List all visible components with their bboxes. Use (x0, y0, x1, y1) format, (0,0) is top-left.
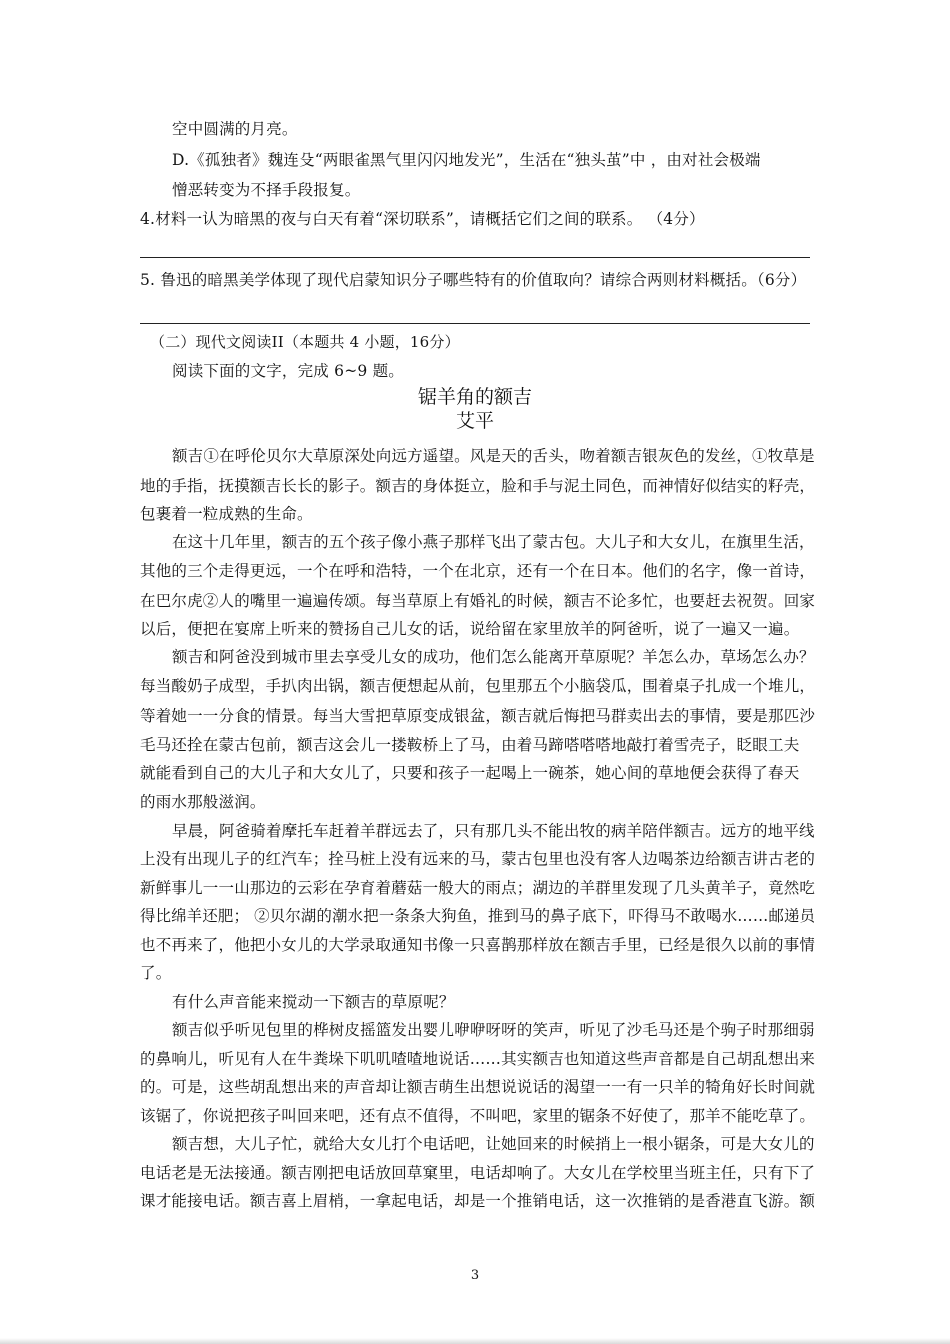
article-line: 就能看到自己的大儿子和大女儿了，只要和孩子一起喝上一碗茶，她心间的草地便会获得了春天 (140, 764, 800, 782)
answer-line-q4 (140, 257, 810, 258)
article-line: 的。可是，这些胡乱想出来的声音却让额吉萌生出想说说话的渴望一一有一只羊的犄角好长时间就 (140, 1078, 816, 1096)
article-line: 有什么声音能来搅动一下额吉的草原呢？ (172, 993, 455, 1011)
article-line: 额吉想，大儿子忙，就给大女儿打个电话吧，让她回来的时候捎上一根小锯条，可是大女儿的 (172, 1135, 815, 1153)
page-number: 3 (470, 1268, 480, 1283)
answer-line-q5 (140, 323, 810, 324)
article-line: 额吉似乎听见包里的桦树皮摇篮发出婴儿咿咿呀呀的笑声，听见了沙毛马还是个驹子时那细弱 (172, 1021, 815, 1039)
section-heading: （二）现代文阅读II（本题共 4 小题，16分） (150, 333, 460, 351)
option-d-line-1: D.《孤独者》魏连殳“两眼雀黑气里闪闪地发光”，生活在“独头茧”中 ，由对社会极端 (172, 151, 761, 169)
question-5: 5. 鲁迅的暗黑美学体现了现代启蒙知识分子哪些特有的价值取向？请综合两则材料概括。（6分） (140, 271, 807, 289)
section-instruction: 阅读下面的文字，完成 6~9 题。 (172, 362, 404, 380)
article-line: 也不再来了，他把小女儿的大学录取通知书像一只喜鹊那样放在额吉手里，已经是很久以前的事情 (140, 936, 816, 954)
article-line: 的雨水那般滋润。 (140, 793, 266, 811)
article-line: 额吉和阿爸没到城市里去享受儿女的成功，他们怎么能离开草原呢？羊怎么办，草场怎么办？ (172, 648, 815, 666)
scan-edge (0, 1338, 950, 1344)
article-line: 等着她一一分食的情景。每当大雪把草原变成银盆，额吉就后悔把马群卖出去的事情，要是那匹沙 (140, 707, 816, 725)
article-line: 该锯了，你说把孩子叫回来吧，还有点不值得，不叫吧，家里的锯条不好使了，那羊不能吃草了。 (140, 1107, 816, 1125)
article-line: 其他的三个走得更远，一个在呼和浩特，一个在北京，还有一个在日本。他们的名字，像一首诗， (140, 562, 816, 580)
article-line: 早晨，阿爸骑着摩托车赶着羊群远去了，只有那几头不能出牧的病羊陪伴额吉。远方的地平线 (172, 822, 815, 840)
article-line: 每当酸奶子成型，手扒肉出锅，额吉便想起从前，包里那五个小脑袋瓜，围着桌子扎成一个堆儿， (140, 677, 816, 695)
article-line: 以后，便把在宴席上听来的赞扬自己儿女的话，说给留在家里放羊的阿爸听，说了一遍又一遍。 (140, 620, 800, 638)
article-line: 新鲜事儿一一山那边的云彩在孕育着蘑菇一般大的雨点；湖边的羊群里发现了几头黄羊子，竟然吃 (140, 879, 816, 897)
article-line: 地的手指，抚摸额吉长长的影子。额吉的身体挺立，脸和手与泥土同色，而神情好似结实的籽壳， (140, 477, 816, 495)
question-4: 4.材料一认为暗黑的夜与白天有着“深切联系”，请概括它们之间的联系。 （4分） (140, 210, 705, 228)
article-line: 得比绵羊还肥； ②贝尔湖的潮水把一条条大狗鱼，推到马的鼻子底下，吓得马不敢喝水……邮递员 (140, 907, 816, 925)
article-line: 的鼻响儿，听见有人在牛粪垛下叽叽喳喳地说话……其实额吉也知道这些声音都是自己胡乱想出来 (140, 1050, 816, 1068)
article-title: 锯羊角的额吉 (417, 386, 532, 408)
option-c-end: 空中圆满的月亮。 (172, 120, 298, 138)
article-line: 毛马还拴在蒙古包前，额吉这会儿一搂鞍桥上了马，由着马蹄嗒嗒嗒地敲打着雪壳子，眨眼工夫 (140, 736, 800, 754)
article-line: 额吉①在呼伦贝尔大草原深处向远方遥望。风是天的舌头，吻着额吉银灰色的发丝，①牧草是 (172, 447, 815, 465)
article-line: 包裹着一粒成熟的生命。 (140, 505, 313, 523)
article-line: 上没有出现儿子的红汽车；拴马桩上没有远来的马，蒙古包里也没有客人边喝茶边给额吉讲古老的 (140, 850, 816, 868)
option-d-line-2: 憎恶转变为不择手段报复。 (172, 181, 361, 199)
article-line: 在这十几年里，额吉的五个孩子像小燕子那样飞出了蒙古包。大儿子和大女儿，在旗里生活， (172, 533, 815, 551)
article-line: 在巴尔虎②人的嘴里一遍遍传颂。每当草原上有婚礼的时候，额吉不论多忙，也要赶去祝贺。回家 (140, 592, 816, 610)
article-line: 课才能接电话。额吉喜上眉梢，一拿起电话，却是一个推销电话，这一次推销的是香港直飞游。额 (140, 1192, 816, 1210)
article-author: 艾平 (455, 410, 494, 432)
article-line: 了。 (140, 964, 172, 982)
article-line: 电话老是无法接通。额吉刚把电话放回草窠里，电话却响了。大女儿在学校里当班主任，只有下了 (140, 1164, 816, 1182)
